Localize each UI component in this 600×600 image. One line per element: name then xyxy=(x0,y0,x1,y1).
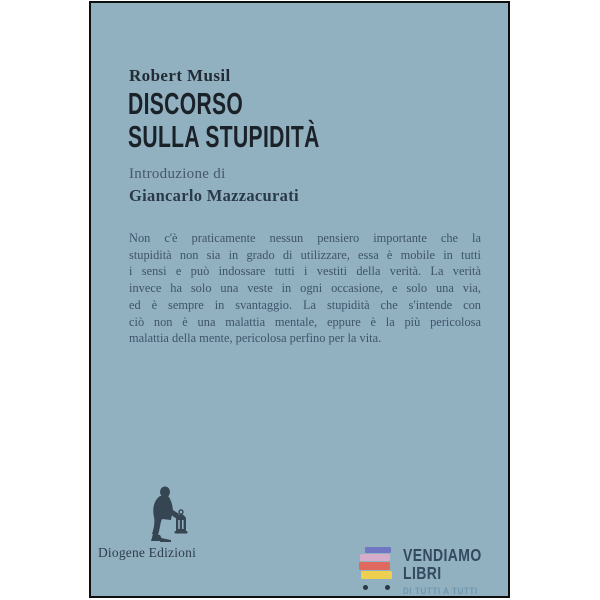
vendiamo-libri-badge xyxy=(357,545,507,597)
quote-line: ciò non è una malattia mentale, eppure è la più pericolosa xyxy=(129,314,481,329)
author-name: Robert Musil xyxy=(129,66,231,85)
book-bar-red xyxy=(359,562,390,570)
title-line-2: SULLA STUPIDITÀ xyxy=(128,119,320,154)
intro-author-name: Giancarlo Mazzacurati xyxy=(129,186,299,205)
book-cover xyxy=(89,1,510,598)
badge-line-2: LIBRI xyxy=(403,563,442,583)
cart-wheel-icon xyxy=(385,585,390,590)
diogenes-lantern-logo-icon xyxy=(141,484,193,544)
badge-line-1: VENDIAMO xyxy=(403,545,482,565)
quote-line: i sensi e può indossare tutti i vestiti della verità. La verità xyxy=(129,264,481,279)
quote-line: ed è sempre in svantaggio. La stupidità che s'intende con xyxy=(129,297,481,312)
quote-line: stupidità non sia in grado di utilizzare, essa è mobile in tutti xyxy=(129,247,481,262)
back-cover-quote xyxy=(129,230,481,347)
title-line-1: DISCORSO xyxy=(128,86,244,121)
quote-line: invece ha solo una veste in ogni occasione, e solo una via, xyxy=(129,281,481,296)
book-bar-pink xyxy=(360,554,390,561)
cart-wheel-icon xyxy=(363,585,368,590)
book-title xyxy=(128,87,410,153)
quote-line: malattia della mente, pericolosa perfino per la vita. xyxy=(129,331,382,346)
book-stack-cart-icon xyxy=(357,547,397,595)
book-bar-blue xyxy=(365,547,391,553)
intro-label: Introduzione di xyxy=(129,166,226,182)
publisher-name: Diogene Edizioni xyxy=(97,545,197,560)
book-bar-yellow xyxy=(361,571,392,579)
badge-text xyxy=(403,545,501,596)
badge-tagline: DI TUTTI A TUTTI xyxy=(403,586,478,596)
quote-line: Non c'è praticamente nessun pensiero importante che la xyxy=(129,231,481,245)
